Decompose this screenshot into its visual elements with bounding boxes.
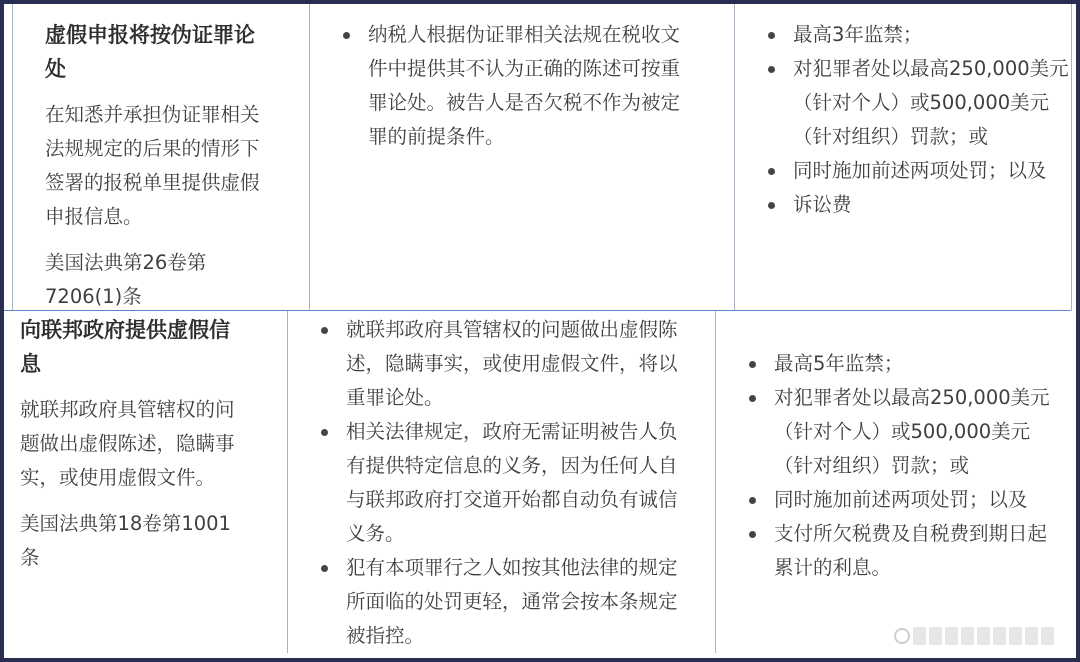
details-cell bbox=[288, 311, 716, 653]
penalties-cell bbox=[716, 311, 1070, 653]
penalties-list bbox=[765, 18, 1069, 222]
penalty-item: 对犯罪者处以最高250,000美元（针对个人）或500,000美元（针对组织）罚款；或 bbox=[774, 381, 1052, 483]
penalty-item: 诉讼费 bbox=[793, 188, 1071, 222]
offense-cell bbox=[13, 4, 310, 310]
watermark bbox=[894, 626, 1064, 646]
offense-cell bbox=[4, 311, 288, 653]
details-list bbox=[318, 313, 695, 653]
penalty-item: 同时施加前述两项处罚；以及 bbox=[774, 483, 1052, 517]
penalty-item: 对犯罪者处以最高250,000美元（针对个人）或500,000美元（针对组织）罚款；或 bbox=[793, 52, 1071, 154]
offense-description: 就联邦政府具管辖权的问题做出虚假陈述，隐瞒事实，或使用虚假文件。 bbox=[20, 398, 235, 489]
penalties-list bbox=[746, 347, 1060, 585]
penalty-item: 同时施加前述两项处罚；以及 bbox=[793, 154, 1071, 188]
offense-citation: 美国法典第26卷第7206(1)条 bbox=[45, 251, 207, 308]
offense-description: 在知悉并承担伪证罪相关法规规定的后果的情形下签署的报税单里提供虚假申报信息。 bbox=[45, 103, 260, 228]
watermark-logo-icon bbox=[894, 628, 910, 644]
penalty-item: 支付所欠税费及自税费到期日起累计的利息。 bbox=[774, 517, 1052, 585]
details-item: 犯有本项罪行之人如按其他法律的规定所面临的处罚更轻，通常会按本条规定被指控。 bbox=[346, 551, 682, 653]
details-item: 相关法律规定，政府无需证明被告人负有提供特定信息的义务，因为任何人自与联邦政府打交道开始都自动负有诚信义务。 bbox=[346, 415, 682, 551]
penalty-item: 最高3年监禁； bbox=[793, 18, 1071, 52]
details-item: 就联邦政府具管辖权的问题做出虚假陈述，隐瞒事实，或使用虚假文件，将以重罪论处。 bbox=[346, 313, 682, 415]
offense-title: 向联邦政府提供虚假信息 bbox=[20, 318, 230, 376]
penalties-cell bbox=[735, 4, 1071, 310]
table-row-false-information bbox=[4, 310, 1070, 653]
penalty-item: 最高5年监禁； bbox=[774, 347, 1052, 381]
offense-title: 虚假申报将按伪证罪论处 bbox=[45, 23, 255, 81]
details-list bbox=[340, 18, 714, 154]
table-row-false-return bbox=[12, 4, 1072, 311]
details-item: 纳税人根据伪证罪相关法规在税收文件中提供其不认为正确的陈述可按重罪论处。被告人是否欠税不作为被定罪的前提条件。 bbox=[368, 18, 698, 154]
details-cell bbox=[310, 4, 735, 310]
offense-citation: 美国法典第18卷第1001条 bbox=[20, 512, 231, 569]
